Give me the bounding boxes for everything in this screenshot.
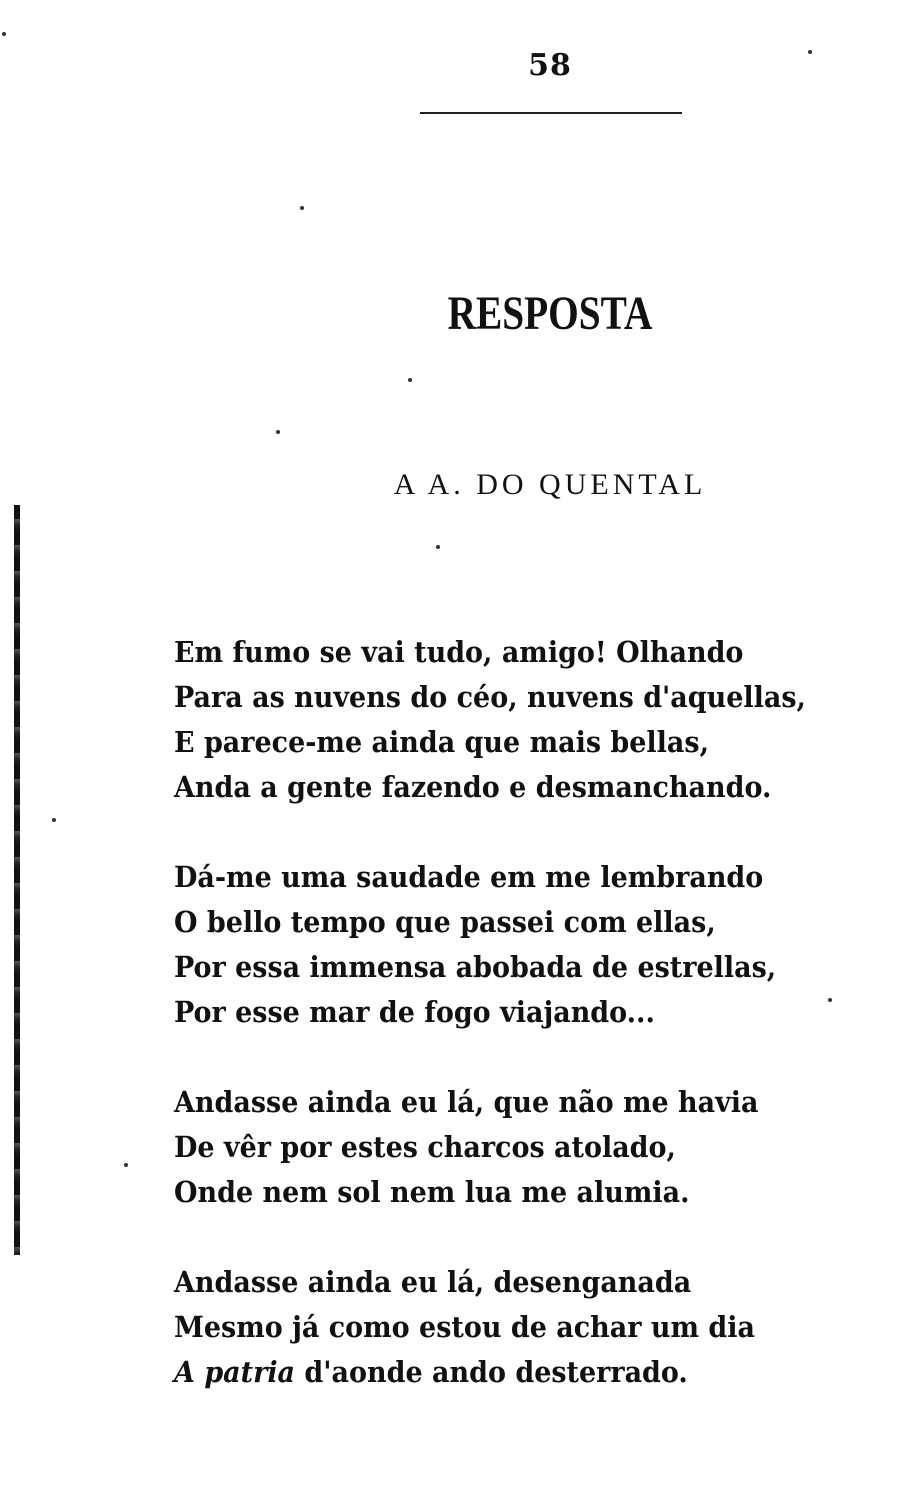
verse-line: Por essa immensa abobada de estrellas, xyxy=(174,950,777,984)
verse-line: E parece-me ainda que mais bellas, xyxy=(174,725,709,759)
verse-line: Onde nem sol nem lua me alumia. xyxy=(174,1175,690,1209)
verse-line: Andasse ainda eu lá, que não me havia xyxy=(174,1085,759,1119)
verse-line-rest: d'aonde ando desterrado. xyxy=(295,1355,688,1389)
verse-line: Para as nuvens do céo, nuvens d'aquellas, xyxy=(174,680,806,714)
verse-line: De vêr por estes charcos atolado, xyxy=(174,1130,676,1164)
verse-line: Anda a gente fazendo e desmanchando. xyxy=(174,770,772,804)
scan-speck xyxy=(124,1163,128,1167)
scan-speck xyxy=(436,545,440,549)
scan-speck xyxy=(828,998,832,1002)
scan-speck xyxy=(2,32,6,36)
verse-italic-phrase: A patria xyxy=(174,1355,296,1389)
verse-line: Dá-me uma saudade em me lembrando xyxy=(174,860,764,894)
scan-speck xyxy=(52,818,56,822)
verse-line: Mesmo já como estou de achar um dia xyxy=(174,1310,755,1344)
verse-line-last xyxy=(174,1350,825,1395)
scan-speck xyxy=(408,378,412,382)
poem-dedication: A A. DO QUENTAL xyxy=(393,468,707,501)
stanza-4 xyxy=(174,1260,874,1395)
verse-line: Em fumo se vai tudo, amigo! Olhando xyxy=(174,635,744,669)
stanza-2 xyxy=(174,855,874,1035)
poem-body xyxy=(174,630,874,1440)
binding-edge-shadow xyxy=(14,505,20,1255)
stanza-1 xyxy=(174,630,874,810)
poem-title: RESPOSTA xyxy=(447,287,653,340)
header-rule xyxy=(420,112,682,114)
stanza-3 xyxy=(174,1080,874,1215)
scan-speck xyxy=(808,50,812,54)
verse-line: O bello tempo que passei com ellas, xyxy=(174,905,716,939)
verse-line: Andasse ainda eu lá, desenganada xyxy=(174,1265,692,1299)
scan-speck xyxy=(300,206,304,210)
scan-speck xyxy=(276,430,280,434)
verse-line: Por esse mar de fogo viajando... xyxy=(174,995,655,1029)
page-number: 58 xyxy=(528,48,572,83)
